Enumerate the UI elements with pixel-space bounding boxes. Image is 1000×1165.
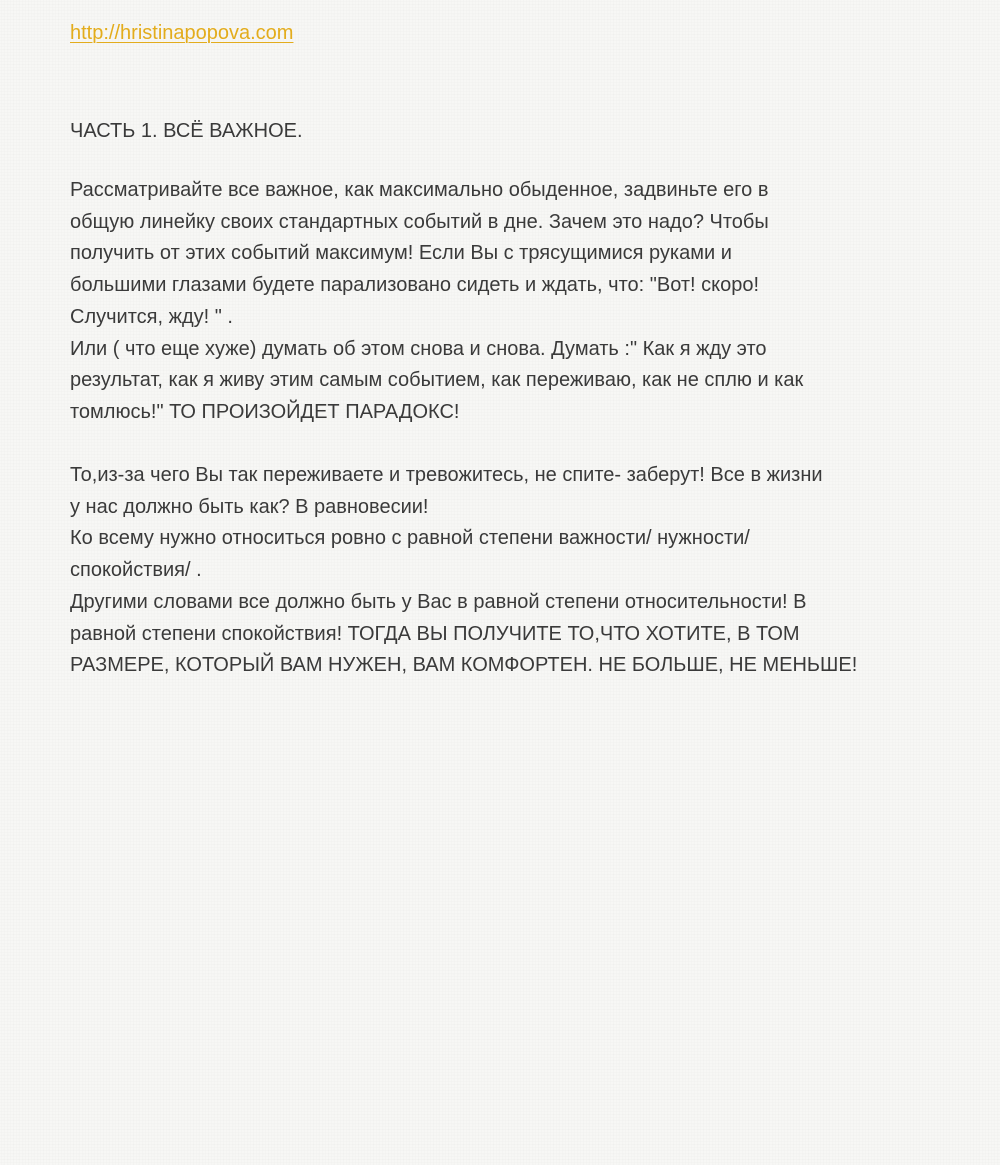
text-line: Рассматривайте все важное, как максимально обыденное, задвиньте его в (70, 179, 769, 201)
text-line: спокойствия/ . (70, 559, 202, 582)
text-line: томлюсь!" ТО ПРОИЗОЙДЕТ ПАРАДОКС! (70, 400, 460, 423)
text-line: результат, как я живу этим самым событием, как переживаю, как не сплю и как (70, 369, 804, 392)
text-line: общую линейку своих стандартных событий в дне. Зачем это надо? Чтобы (70, 210, 769, 233)
text-line: большими глазами будете парализовано сидеть и ждать, что: "Вот! скоро! (70, 274, 760, 297)
text-line: получить от этих событий максимум! Если Вы с трясущимися руками и (70, 242, 732, 265)
text-line: То,из-за чего Вы так переживаете и тревожитесь, не спите- заберут! Все в жизни (70, 464, 823, 486)
section-heading: ЧАСТЬ 1. ВСЁ ВАЖНОЕ. (70, 120, 303, 142)
text-line: Или ( что еще хуже) думать об этом снова и снова. Думать :" Как я жду это (70, 337, 767, 360)
paragraph-1 (70, 175, 950, 429)
text-line: Случится, жду! " . (70, 305, 233, 328)
paragraph-2 (70, 460, 950, 682)
text-line: РАЗМЕРЕ, КОТОРЫЙ ВАМ НУЖЕН, ВАМ КОМФОРТЕН. НЕ БОЛЬШЕ, НЕ МЕНЬШЕ! (70, 654, 858, 677)
text-line: у нас должно быть как? В равновесии! (70, 495, 429, 518)
text-line: Другими словами все должно быть у Вас в равной степени относительности! В (70, 590, 807, 613)
text-line: Ко всему нужно относиться ровно с равной степени важности/ нужности/ (70, 527, 750, 550)
text-line: равной степени спокойствия! ТОГДА ВЫ ПОЛУЧИТЕ ТО,ЧТО ХОТИТЕ, В ТОМ (70, 622, 800, 645)
website-link[interactable]: http://hristinapopova.com (70, 22, 294, 44)
